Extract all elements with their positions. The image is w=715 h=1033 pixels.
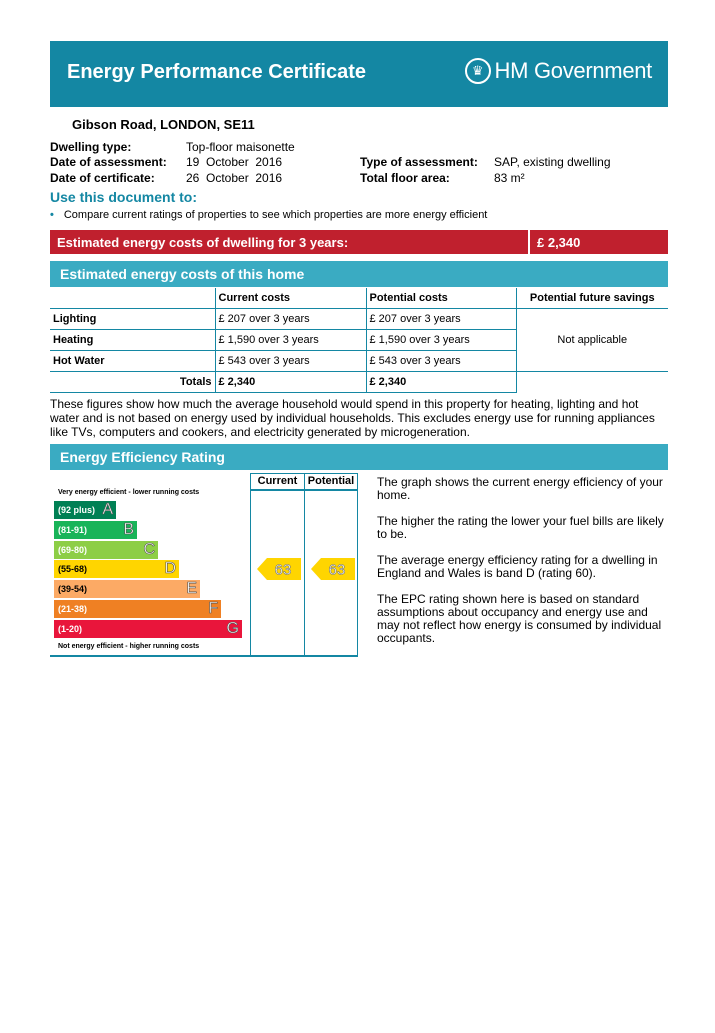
rating-band-f bbox=[54, 600, 221, 618]
certificate-date-label: Date of certificate: bbox=[50, 171, 155, 185]
band-letter: G bbox=[226, 619, 239, 637]
costs-table bbox=[50, 288, 668, 393]
band-range: (39-54) bbox=[58, 584, 88, 595]
potential-rating-value: 63 bbox=[328, 561, 346, 579]
use-document-bullet bbox=[50, 209, 487, 221]
rating-description bbox=[377, 476, 669, 645]
header-banner bbox=[50, 41, 668, 107]
totals-current: £ 2,340 bbox=[215, 372, 366, 393]
row-name: Lighting bbox=[50, 309, 215, 330]
costs-section-title-text: Estimated energy costs of this home bbox=[60, 266, 305, 282]
assessment-date-label: Date of assessment: bbox=[50, 155, 167, 169]
band-range: (81-91) bbox=[58, 524, 88, 535]
top-caption: Very energy efficient - lower running costs bbox=[58, 489, 200, 496]
description-paragraph: The average energy efficiency rating for a dwelling in England and Wales is band D (rating 60). bbox=[377, 553, 658, 580]
band-letter: A bbox=[102, 501, 113, 518]
row-potential: £ 543 over 3 years bbox=[366, 351, 516, 372]
row-current: £ 543 over 3 years bbox=[215, 351, 366, 372]
costs-note: These figures show how much the average household would spend in this property for heating, lighting and hot water and is not based on energy used by individual households. This excludes energy use for running appliances like TVs, computers and cookers, and electricity generated by microgeneration. bbox=[50, 397, 655, 439]
bullet-icon: • bbox=[50, 209, 54, 221]
table-row bbox=[50, 309, 668, 330]
totals-empty bbox=[516, 372, 668, 393]
band-letter: D bbox=[164, 560, 176, 578]
totals-label: Totals bbox=[50, 372, 215, 393]
crest-icon: ♛ bbox=[465, 58, 491, 84]
potential-column-header: Potential bbox=[307, 475, 355, 487]
hm-government-logo bbox=[465, 58, 652, 84]
totals-potential: £ 2,340 bbox=[366, 372, 516, 393]
rating-band-d bbox=[54, 560, 179, 578]
band-letter: B bbox=[123, 520, 134, 538]
band-range: (69-80) bbox=[58, 544, 88, 555]
header-empty bbox=[50, 288, 215, 309]
row-name: Hot Water bbox=[50, 351, 215, 372]
page-title: Energy Performance Certificate bbox=[67, 61, 367, 83]
potential-rating-arrow bbox=[311, 558, 355, 580]
estimated-3yr-value: £ 2,340 bbox=[537, 235, 581, 250]
band-range: (21-38) bbox=[58, 604, 88, 614]
current-rating-arrow bbox=[257, 558, 301, 580]
bullet-text: Compare current ratings of properties to see which properties are more energy efficient bbox=[63, 209, 488, 221]
header-current-costs: Current costs bbox=[215, 288, 366, 309]
logo-text: HM Government bbox=[494, 58, 652, 83]
property-address: Gibson Road, LONDON, SE11 bbox=[72, 117, 255, 132]
rating-band-c bbox=[54, 541, 158, 559]
savings-cell: Not applicable bbox=[516, 309, 668, 372]
row-potential: £ 207 over 3 years bbox=[366, 309, 516, 330]
rating-section-title-text: Energy Efficiency Rating bbox=[60, 449, 225, 465]
row-potential: £ 1,590 over 3 years bbox=[366, 330, 516, 351]
row-current: £ 207 over 3 years bbox=[215, 309, 366, 330]
description-paragraph: The higher the rating the lower your fuel bills are likely to be. bbox=[377, 514, 664, 541]
rating-band-a bbox=[54, 501, 116, 519]
description-paragraph: The graph shows the current energy efficiency of your home. bbox=[377, 475, 663, 502]
rating-band-e bbox=[54, 580, 200, 598]
band-letter: C bbox=[143, 540, 155, 558]
band-range: (92 plus) bbox=[58, 505, 96, 515]
costs-section-title bbox=[50, 261, 668, 287]
floor-area-value: 83 m² bbox=[494, 171, 525, 185]
band-letter: F bbox=[208, 600, 218, 617]
current-rating-value: 63 bbox=[274, 561, 292, 579]
dwelling-type-value: Top-floor maisonette bbox=[186, 140, 295, 154]
description-paragraph: The EPC rating shown here is based on standard assumptions about occupancy and energy use and may not reflect how energy is consumed by individual occupants. bbox=[377, 592, 662, 645]
assessment-type-label: Type of assessment: bbox=[360, 155, 478, 169]
estimated-3yr-label: Estimated energy costs of dwelling for 3 years: bbox=[57, 235, 349, 250]
band-letter: E bbox=[186, 580, 197, 598]
band-range: (55-68) bbox=[58, 564, 88, 575]
row-name: Heating bbox=[50, 330, 215, 351]
header-potential-costs: Potential costs bbox=[366, 288, 516, 309]
rating-band-b bbox=[54, 521, 137, 539]
header-future-savings: Potential future savings bbox=[516, 288, 668, 309]
assessment-type-value: SAP, existing dwelling bbox=[494, 155, 611, 169]
current-column-header: Current bbox=[257, 475, 298, 487]
rating-band-g bbox=[54, 620, 242, 638]
dwelling-type-label: Dwelling type: bbox=[50, 140, 132, 154]
floor-area-label: Total floor area: bbox=[360, 171, 450, 185]
estimated-3yr-costs-bar bbox=[50, 230, 668, 254]
rating-section-title bbox=[50, 444, 668, 470]
row-current: £ 1,590 over 3 years bbox=[215, 330, 366, 351]
band-range: (1-20) bbox=[58, 623, 83, 634]
assessment-date-value: 19 October 2016 bbox=[186, 155, 283, 169]
table-header-row bbox=[50, 288, 668, 309]
use-document-heading: Use this document to: bbox=[50, 189, 198, 205]
certificate-date-value: 26 October 2016 bbox=[186, 171, 283, 185]
totals-row bbox=[50, 372, 668, 393]
bottom-caption: Not energy efficient - higher running costs bbox=[58, 643, 200, 650]
